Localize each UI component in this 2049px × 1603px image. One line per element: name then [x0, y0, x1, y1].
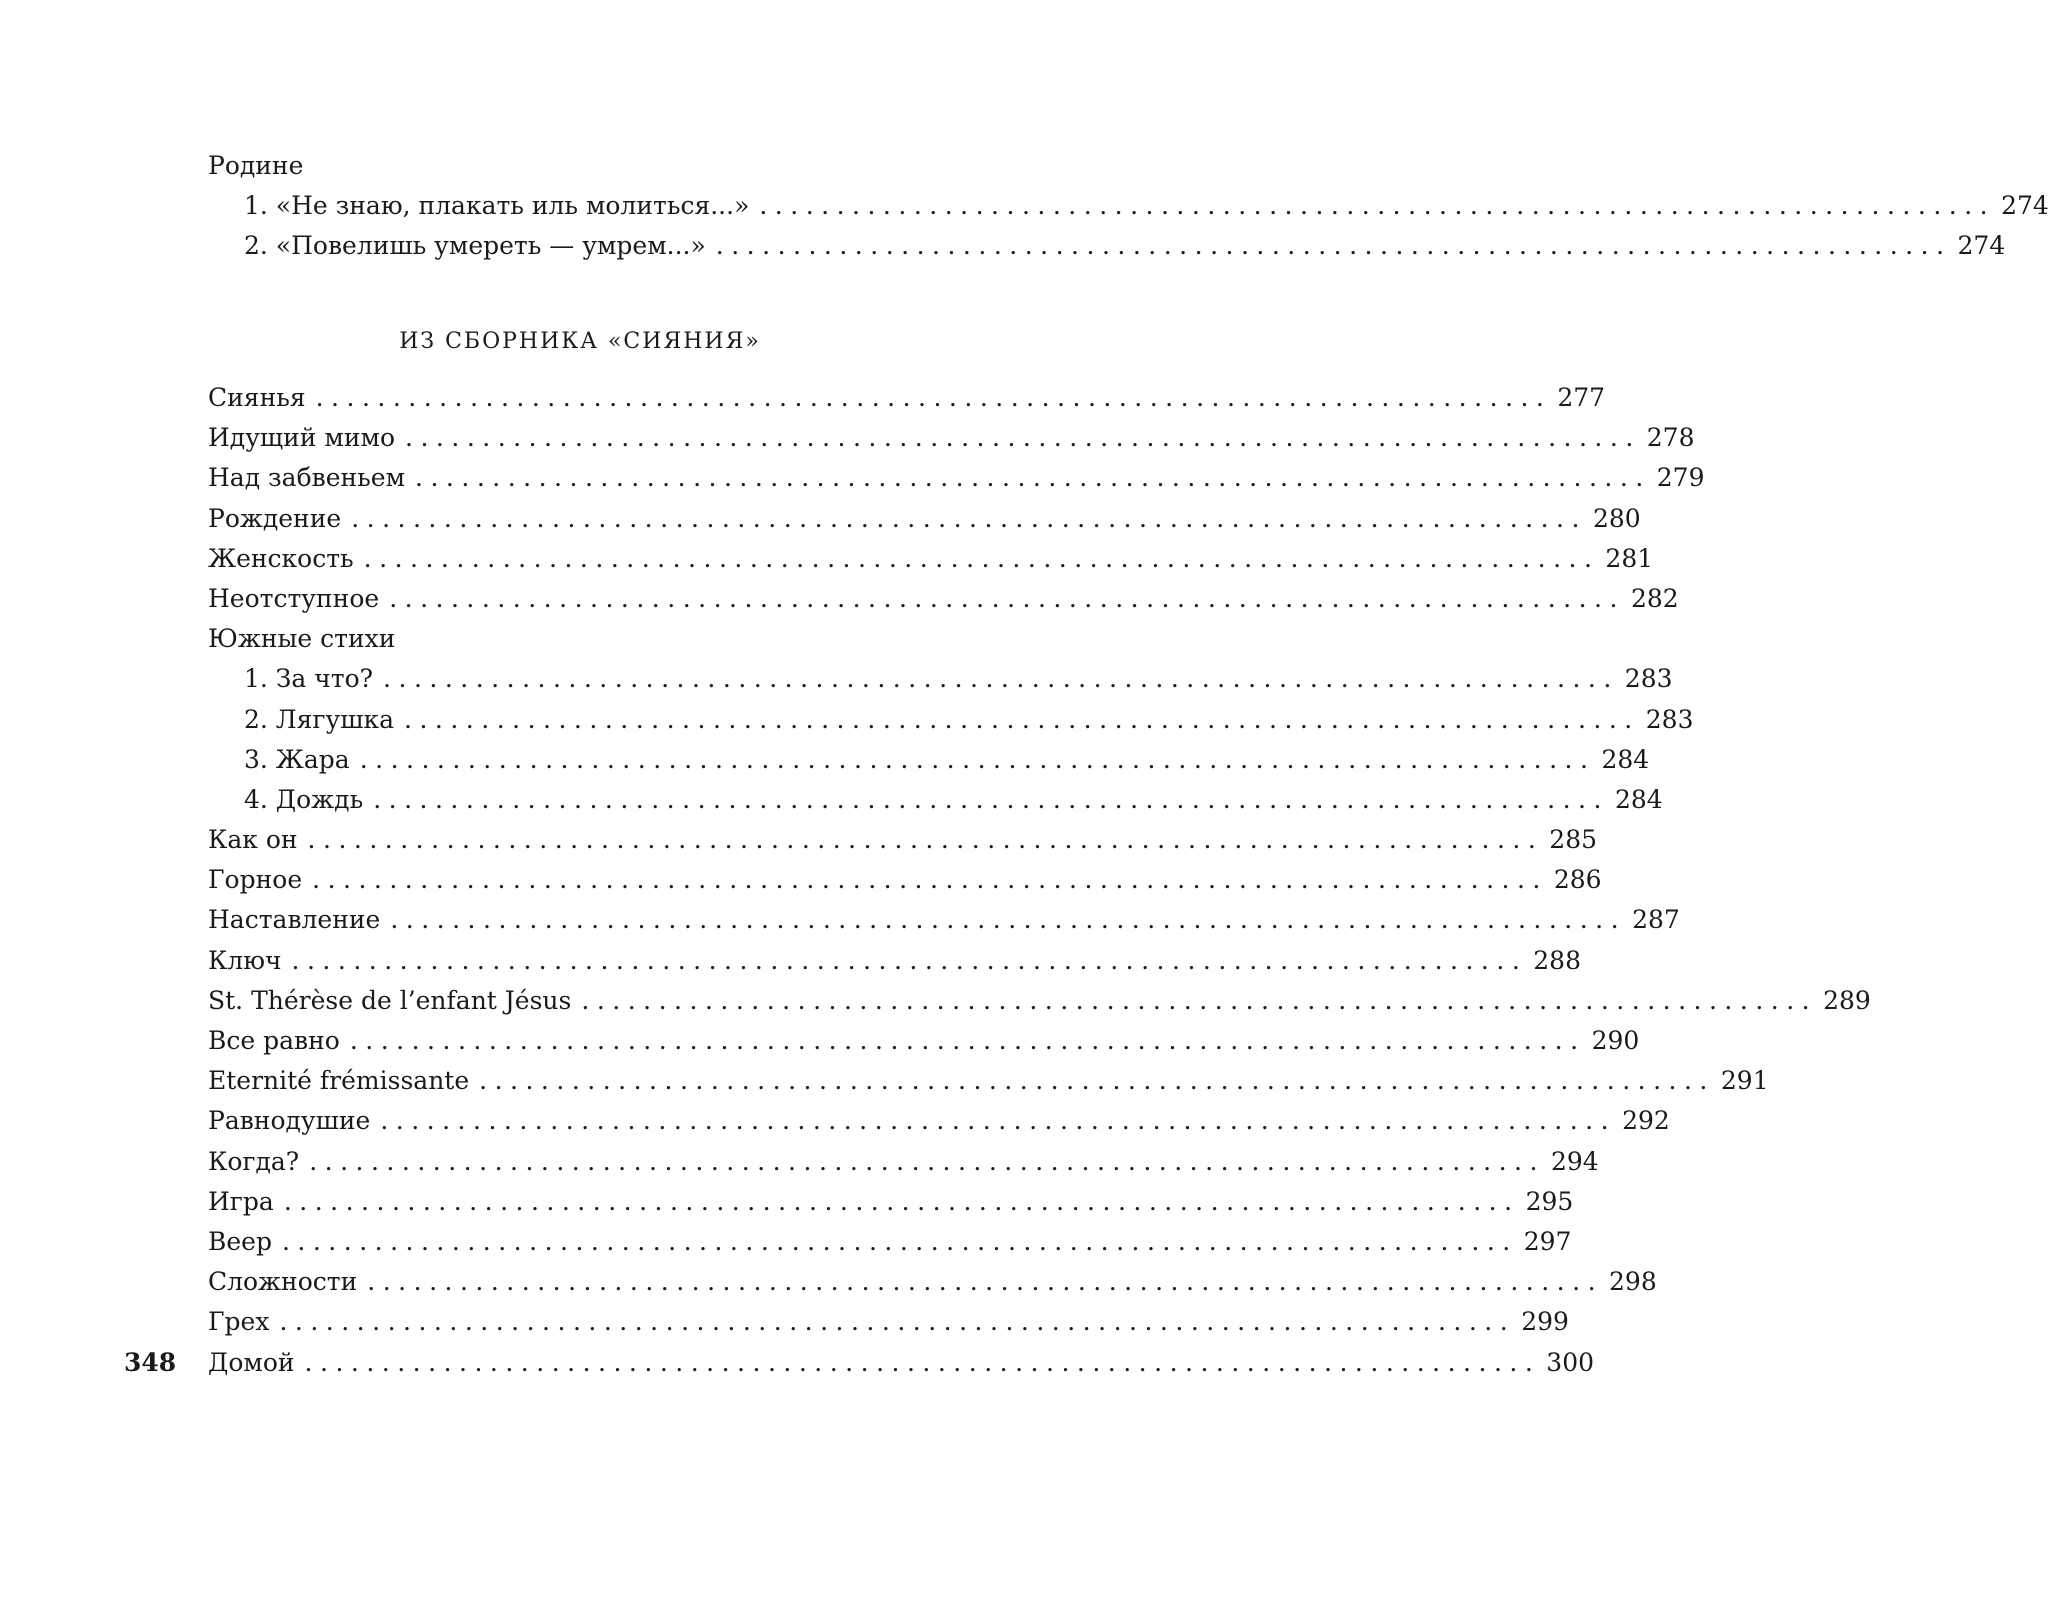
dot-leader: ................................................................................: [359, 744, 1596, 774]
toc-entry-page: 299: [1521, 1307, 1569, 1337]
toc-entry: [208, 579, 1679, 619]
dot-leader: ................................................................................: [405, 423, 1641, 453]
toc-entry: [208, 659, 1673, 699]
dot-leader: ................................................................................: [380, 1106, 1617, 1136]
toc-entry-page: 277: [1557, 383, 1606, 412]
dot-leader: ................................................................................: [351, 503, 1587, 533]
dot-leader: ................................................................................: [373, 784, 1609, 814]
toc-entry-page: 297: [1523, 1226, 1572, 1256]
toc-entry-page: 289: [1823, 985, 1871, 1015]
dot-leader: ................................................................................: [415, 463, 1651, 493]
toc-entry-page: 278: [1646, 423, 1695, 453]
toc-group-heading: [208, 619, 952, 659]
toc-entry: [208, 378, 1606, 418]
toc-entry: [208, 458, 1705, 498]
dot-leader: ................................................................................: [349, 1026, 1586, 1055]
toc-entry: [208, 981, 1871, 1021]
toc-entry-title: Над забвеньем: [208, 463, 406, 493]
toc-entry-title: Наставление: [208, 905, 381, 935]
toc-entry-page: 298: [1609, 1267, 1657, 1297]
dot-leader: ................................................................................: [304, 1347, 1541, 1377]
dot-leader: ................................................................................: [291, 945, 1528, 975]
dot-leader: ................................................................................: [581, 985, 1818, 1015]
dot-leader: ................................................................................: [715, 231, 1952, 261]
toc-entry-page: 283: [1624, 664, 1673, 694]
dot-leader: ................................................................................: [279, 1307, 1516, 1337]
toc-entry-title: 1. «Не знаю, плакать иль молиться...»: [244, 191, 750, 221]
toc-entry-title: Грех: [208, 1307, 270, 1337]
dot-leader: ................................................................................: [389, 583, 1625, 613]
toc-entry-page: 291: [1720, 1066, 1769, 1096]
toc-top-group: [208, 146, 2049, 267]
toc-entry-title: Сложности: [208, 1267, 358, 1297]
toc-entry-page: 290: [1591, 1026, 1640, 1055]
toc-entry-title: Когда?: [208, 1146, 300, 1176]
toc-entry-title: Eternité frémissante: [208, 1066, 470, 1096]
toc-entry: [208, 1182, 1574, 1222]
toc-entry-title: Равнодушие: [208, 1106, 371, 1136]
toc-entry: [208, 1061, 1769, 1101]
dot-leader: ................................................................................: [404, 704, 1640, 734]
toc-entry: [208, 1222, 1572, 1262]
toc-entry: [208, 900, 1680, 940]
toc-entry: [208, 418, 1695, 458]
toc-entry-page: 286: [1553, 865, 1602, 895]
toc-group-heading: [208, 146, 952, 186]
toc-entry-title: 2. «Повелишь умереть — умрем...»: [244, 231, 706, 261]
toc-entry-page: 283: [1645, 704, 1694, 734]
toc-entry: [208, 226, 2006, 266]
dot-leader: ................................................................................: [367, 1267, 1604, 1297]
toc-entry-page: 274: [1957, 231, 2006, 261]
toc-entry-title: Игра: [208, 1186, 274, 1216]
toc-entry-title: 2. Лягушка: [244, 704, 395, 734]
toc-entry-title: Домой: [208, 1347, 295, 1377]
toc-entry-page: 279: [1656, 463, 1705, 493]
toc-entry-title: Как он: [208, 825, 298, 855]
toc-entry-page: 285: [1549, 825, 1598, 855]
toc-entry-title: Горное: [208, 865, 303, 895]
toc-entry-title: St. Thérèse de l’enfant Jésus: [208, 985, 572, 1015]
toc-entry-page: 288: [1533, 945, 1581, 975]
toc-entry-page: 292: [1622, 1106, 1670, 1136]
toc-heading-title: Родине: [208, 151, 304, 180]
toc-entry-page: 274: [2001, 191, 2049, 221]
dot-leader: ................................................................................: [283, 1186, 1520, 1216]
toc-entry: [208, 820, 1598, 860]
toc-entry-title: Неотступное: [208, 583, 380, 613]
toc-entry: [208, 860, 1602, 900]
dot-leader: ................................................................................: [383, 664, 1619, 694]
dot-leader: ................................................................................: [281, 1226, 1518, 1256]
dot-leader: ................................................................................: [307, 825, 1544, 855]
toc-entry-page: 294: [1550, 1146, 1599, 1176]
toc-entry-title: 4. Дождь: [244, 784, 364, 814]
toc-entry-page: 295: [1525, 1186, 1574, 1216]
toc-entry: [208, 700, 1694, 740]
toc-entry-title: Южные стихи: [208, 624, 396, 654]
toc-entry-title: 3. Жара: [244, 744, 350, 774]
toc-entry-page: 287: [1632, 905, 1680, 935]
page-number: 348: [124, 1348, 177, 1377]
toc-entry-title: Сиянья: [208, 383, 306, 412]
toc-entry: [208, 1021, 1640, 1061]
toc-entry-page: 284: [1614, 784, 1663, 814]
toc-entry: [208, 499, 1641, 539]
dot-leader: ................................................................................: [315, 383, 1552, 412]
dot-leader: ................................................................................: [312, 865, 1548, 895]
toc-entry-title: Все равно: [208, 1026, 340, 1055]
section-title: ИЗ СБОРНИКА «СИЯНИЯ»: [399, 329, 761, 354]
toc-entry-title: Женскость: [208, 543, 354, 573]
toc-entry: [208, 539, 1654, 579]
dot-leader: ................................................................................: [363, 543, 1600, 573]
toc-entry-title: Рождение: [208, 503, 342, 533]
dot-leader: ................................................................................: [759, 191, 1996, 221]
toc-entry: [208, 941, 1581, 981]
toc-entry: [208, 1142, 1599, 1182]
dot-leader: ................................................................................: [479, 1066, 1715, 1096]
dot-leader: ................................................................................: [390, 905, 1627, 935]
toc-entry: [208, 1343, 1595, 1383]
toc-entry: [208, 1302, 1569, 1342]
toc-entry-page: 281: [1605, 543, 1654, 573]
toc-entry-title: Веер: [208, 1226, 272, 1256]
toc-entry-title: 1. За что?: [244, 664, 374, 694]
dot-leader: ................................................................................: [309, 1146, 1545, 1176]
toc-entry: [208, 780, 1663, 820]
toc-entry-title: Ключ: [208, 945, 282, 975]
toc-entry-title: Идущий мимо: [208, 423, 396, 453]
toc-entry-page: 280: [1592, 503, 1641, 533]
toc-entry: [208, 1262, 1657, 1302]
toc-main-list: [208, 378, 1871, 1383]
toc-entry: [208, 186, 2049, 226]
toc-entry-page: 300: [1546, 1347, 1595, 1377]
toc-entry: [208, 740, 1650, 780]
toc-entry-page: 284: [1601, 744, 1650, 774]
toc-entry-page: 282: [1630, 583, 1679, 613]
toc-entry: [208, 1101, 1670, 1141]
